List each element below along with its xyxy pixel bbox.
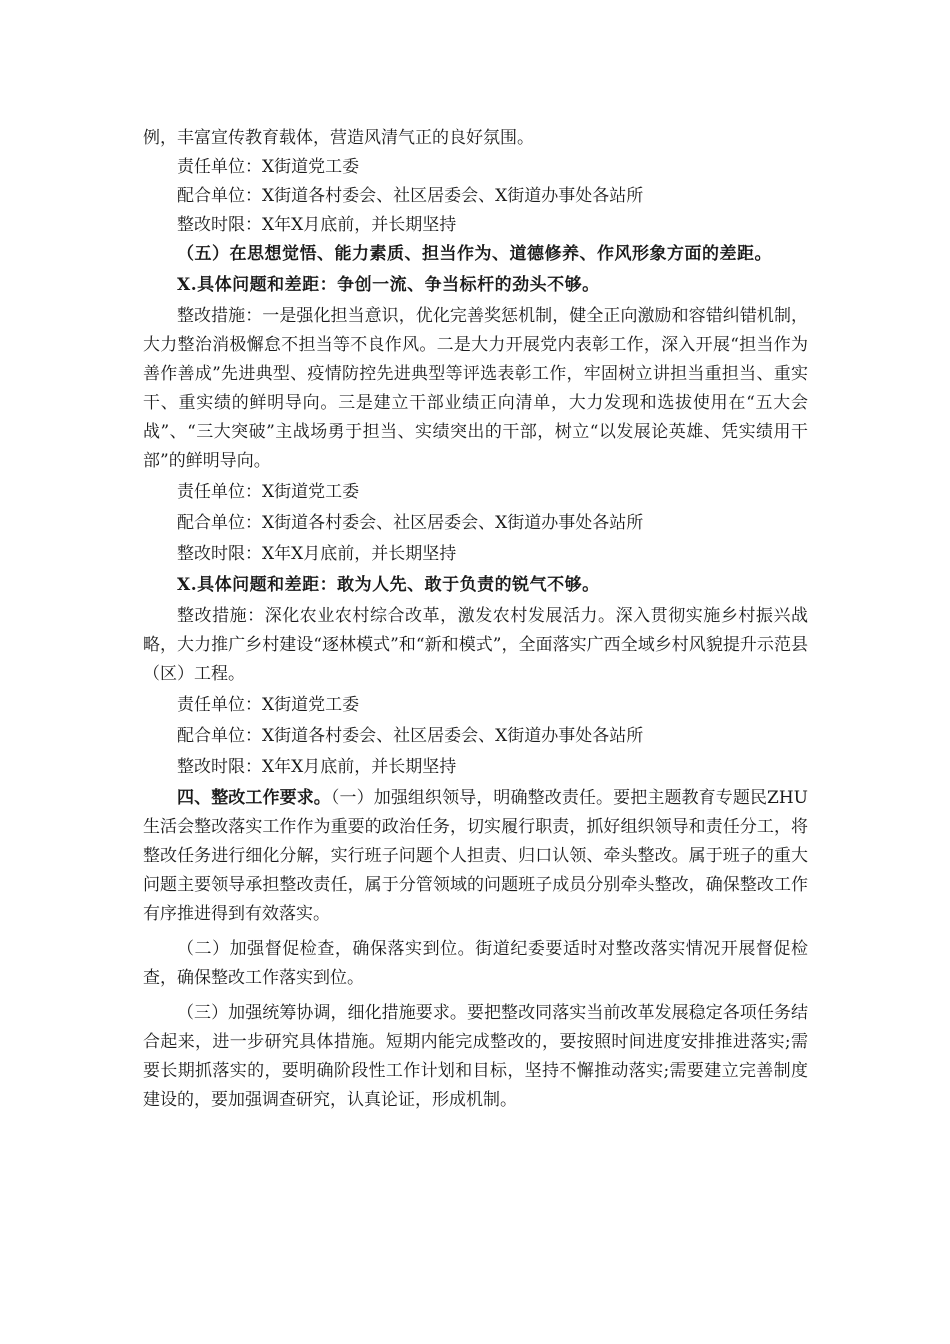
cooperating-unit: 配合单位：X街道各村委会、社区居委会、X街道办事处各站所 bbox=[177, 513, 644, 533]
responsible-unit: 责任单位：X街道党工委 bbox=[177, 482, 360, 502]
supervision-paragraph: （二）加强督促检查，确保落实到位。街道纪委要适时对整改落实情况开展督促检查，确保整改工作落实到位。 bbox=[143, 939, 808, 988]
deadline: 整改时限：X年X月底前，并长期坚持 bbox=[177, 215, 457, 235]
requirements-text: （一）加强组织领导，明确整改责任。要把主题教育专题民ZHU生活会整改落实工作作为重要的政治任务，切实履行职责，抓好组织领导和责任分工，将整改任务进行细化分解，实行班子问题个人担责、归口认领、牵头整改。属于班子的重大问题主要领导承担整改责任，属于分管领域的问题班子成员分别牵头整改，确保整改工作有序推进得到有效落实。 bbox=[143, 788, 809, 924]
cooperating-unit: 配合单位：X街道各村委会、社区居委会、X街道办事处各站所 bbox=[177, 726, 644, 746]
requirements-paragraph bbox=[143, 784, 808, 929]
problem-heading-2: X.具体问题和差距：敢为人先、敢于负责的锐气不够。 bbox=[177, 575, 600, 595]
problem-heading-1: X.具体问题和差距：争创一流、争当标杆的劲头不够。 bbox=[177, 275, 600, 295]
document-page bbox=[143, 124, 808, 1115]
cooperating-unit: 配合单位：X街道各村委会、社区居委会、X街道办事处各站所 bbox=[177, 186, 644, 206]
measures-paragraph-1: 整改措施：一是强化担当意识，优化完善奖惩机制，健全正向激励和容错纠错机制，大力整治消极懈怠不担当等不良作风。二是大力开展党内表彰工作，深入开展“担当作为善作善成”先进典型、疫情防控先进典型等评选表彰工作，牢固树立讲担当重担当、重实干、重实绩的鲜明导向。三是建立干部业绩正向清单，大力发现和选拔使用在“五大会战”、“三大突破”主战场勇于担当、实绩突出的干部，树立“以发展论英雄、凭实绩用干部”的鲜明导向。 bbox=[143, 306, 808, 471]
responsible-unit: 责任单位：X街道党工委 bbox=[177, 695, 360, 715]
paragraph-continuation: 例，丰富宣传教育载体，营造风清气正的良好氛围。 bbox=[143, 128, 534, 148]
coordination-paragraph: （三）加强统筹协调，细化措施要求。要把整改同落实当前改革发展稳定各项任务结合起来，进一步研究具体措施。短期内能完成整改的，要按照时间进度安排推进落实;需要长期抓落实的，要明确阶段性工作计划和目标，坚持不懈推动落实;需要建立完善制度建设的，要加强调查研究，认真论证，形成机制。 bbox=[143, 1003, 808, 1110]
section-heading-5: （五）在思想觉悟、能力素质、担当作为、道德修养、作风形象方面的差距。 bbox=[177, 244, 772, 264]
responsible-unit: 责任单位：X街道党工委 bbox=[177, 157, 360, 177]
deadline: 整改时限：X年X月底前，并长期坚持 bbox=[177, 544, 457, 564]
deadline: 整改时限：X年X月底前，并长期坚持 bbox=[177, 757, 457, 777]
requirements-heading: 四、整改工作要求。 bbox=[177, 788, 331, 808]
measures-paragraph-2: 整改措施：深化农业农村综合改革，激发农村发展活力。深入贯彻实施乡村振兴战略，大力推广乡村建设“逐林模式”和“新和模式”，全面落实广西全域乡村风貌提升示范县（区）工程。 bbox=[143, 606, 808, 684]
